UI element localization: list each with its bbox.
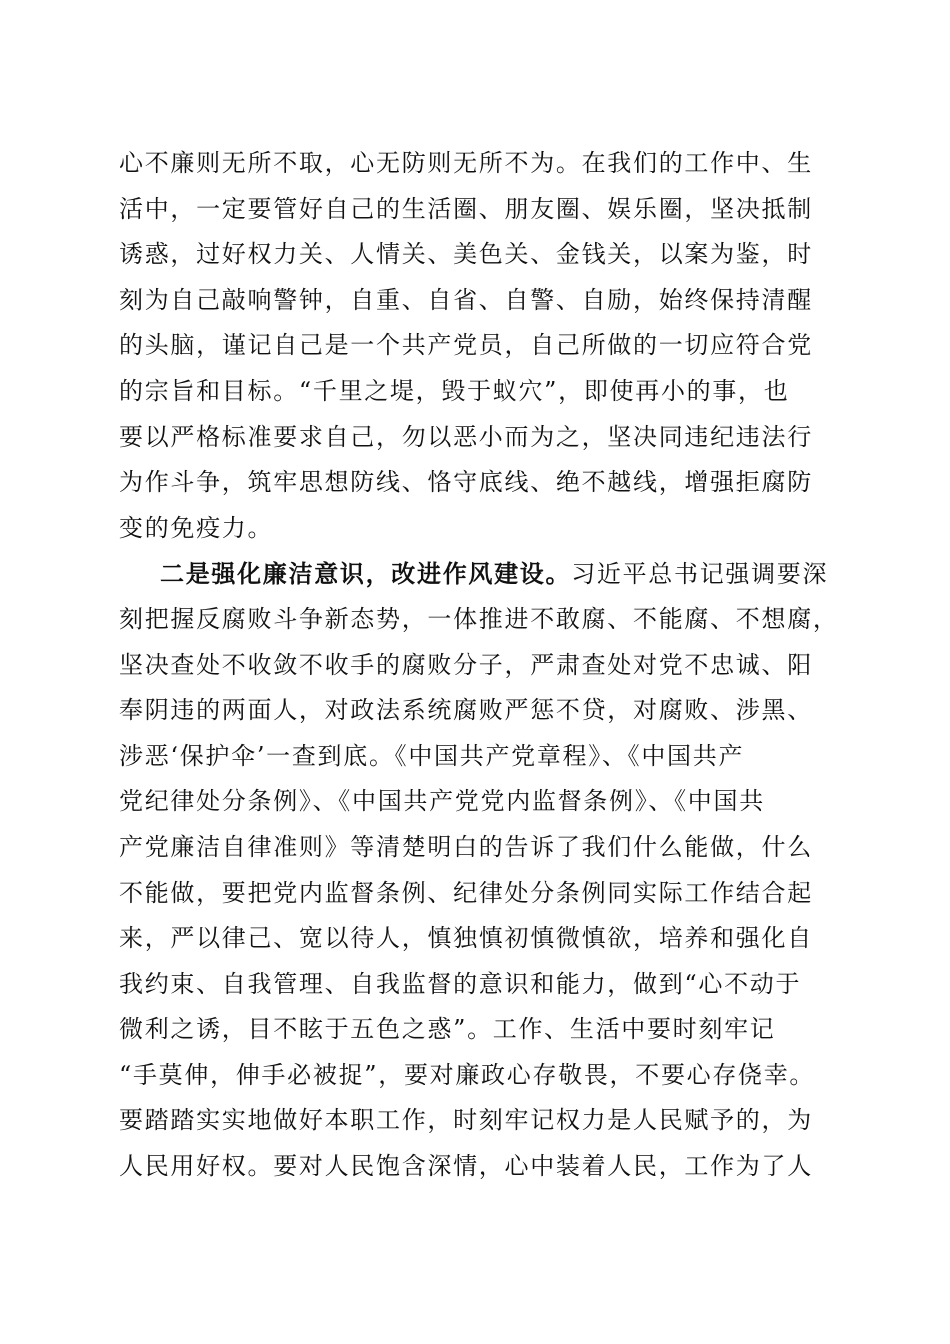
paragraph-2-line-10: 我约束、自我管理、自我监督的意识和能力，做到“心不动于: [119, 969, 802, 998]
paragraph-2-line-8: 不能做，要把党内监督条例、纪律处分条例同实际工作结合起: [119, 878, 813, 907]
paragraph-2-line-6: 党纪律处分条例》、《中国共产党党内监督条例》、《中国共: [119, 787, 765, 816]
paragraph-1-line-2: 活中，一定要管好自己的生活圈、朋友圈、娱乐圈，坚决抵制: [119, 194, 813, 223]
paragraph-1-line-8: 为作斗争，筑牢思想防线、恪守底线、绝不越线，增强拒腐防: [119, 468, 813, 497]
paragraph-1-line-1: 心不廉则无所不取，心无防则无所不为。在我们的工作中、生: [119, 149, 813, 177]
paragraph-2-line-5: 涉恶‘保护伞’一查到底。《中国共产党章程》、《中国共产: [119, 741, 745, 770]
paragraph-1-line-4: 刻为自己敲响警钟，自重、自省、自警、自励，始终保持清醒: [119, 285, 813, 314]
paragraph-2-line-7: 产党廉洁自律准则》等清楚明白的告诉了我们什么能做，什么: [119, 832, 813, 861]
paragraph-2-line-2: 刻把握反腐败斗争新态势，一体推进不敢腐、不能腐、不想腐，: [119, 604, 839, 633]
paragraph-2-line-1-rest: 习近平总书记强调要深: [571, 560, 829, 589]
paragraph-2-line-4: 奉阴违的两面人，对政法系统腐败严惩不贷，对腐败、涉黑、: [119, 696, 813, 725]
section-heading: 二是强化廉洁意识，改进作风建设。: [160, 559, 572, 589]
paragraph-1-line-6: 的宗旨和目标。“千里之堤，毁于蚁穴”，即使再小的事，也: [119, 376, 790, 405]
paragraph-2-line-11: 微利之诱，目不眩于五色之惑”。工作、生活中要时刻牢记: [119, 1015, 776, 1044]
paragraph-2-line-13: 要踏踏实实地做好本职工作，时刻牢记权力是人民赋予的，为: [119, 1106, 813, 1135]
paragraph-2-line-14: 人民用好权。要对人民饱含深情，心中装着人民，工作为了人: [119, 1152, 813, 1181]
paragraph-1-line-7: 要以严格标准要求自己，勿以恶小而为之，坚决同违纪违法行: [119, 422, 813, 451]
body-text: [119, 141, 839, 1190]
paragraph-1-line-3: 诱惑，过好权力关、人情关、美色关、金钱关，以案为鉴，时: [119, 240, 813, 269]
paragraph-2-line-3: 坚决查处不收敛不收手的腐败分子，严肃查处对党不忠诚、阳: [119, 650, 813, 679]
paragraph-2-line-1: [119, 551, 839, 597]
paragraph-1-line-5: 的头脑，谨记自己是一个共产党员，自己所做的一切应符合党: [119, 331, 813, 360]
paragraph-1-line-9: 变的免疫力。: [119, 513, 274, 542]
paragraph-2-line-12: “手莫伸，伸手必被捉”，要对廉政心存敬畏，不要心存侥幸。: [119, 1060, 816, 1089]
paragraph-2-line-9: 来，严以律己、宽以待人，慎独慎初慎微慎欲，培养和强化自: [119, 924, 813, 953]
